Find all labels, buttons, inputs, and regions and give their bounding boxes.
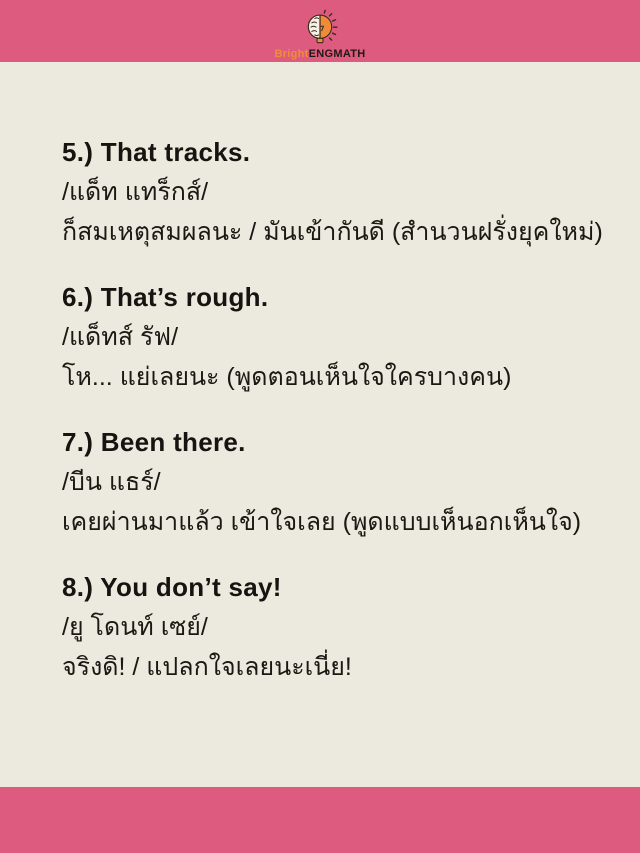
phrase-entry-6 xyxy=(62,277,620,397)
footer-bar xyxy=(0,787,640,853)
lesson-content xyxy=(0,62,640,787)
phrase-meaning: ก็สมเหตุสมผลนะ / มันเข้ากันดี (สำนวนฝรั่งยุคใหม่) xyxy=(62,218,603,246)
phrase-entry-5 xyxy=(62,132,620,252)
brand-wordmark xyxy=(274,48,365,60)
phrase-entry-8 xyxy=(62,567,620,687)
brand-first-label: Bright xyxy=(274,48,309,60)
phrase-title: 6.) That’s rough. xyxy=(62,282,269,312)
brain-lightbulb-icon xyxy=(301,9,339,47)
phrase-entry-7 xyxy=(62,422,620,542)
phrase-meaning: โห... แย่เลยนะ (พูดตอนเห็นใจใครบางคน) xyxy=(62,363,512,391)
header-bar xyxy=(0,0,640,62)
phrase-meaning: จริงดิ! / แปลกใจเลยนะเนี่ย! xyxy=(62,653,352,681)
phrase-meaning: เคยผ่านมาแล้ว เข้าใจเลย (พูดแบบเห็นอกเห็นใจ) xyxy=(62,508,582,536)
phrase-phonetic: /แด็ทส์ รัฟ/ xyxy=(62,323,179,351)
phrase-title: 8.) You don’t say! xyxy=(62,572,282,602)
phrase-phonetic: /แด็ท แทร็กส์/ xyxy=(62,178,209,206)
phrase-title: 7.) Been there. xyxy=(62,427,246,457)
phrase-title: 5.) That tracks. xyxy=(62,137,251,167)
phrase-phonetic: /บีน แธร์/ xyxy=(62,468,161,496)
brand-second-label: ENGMATH xyxy=(308,48,366,60)
phrase-phonetic: /ยู โดนท์ เซย์/ xyxy=(62,613,208,641)
